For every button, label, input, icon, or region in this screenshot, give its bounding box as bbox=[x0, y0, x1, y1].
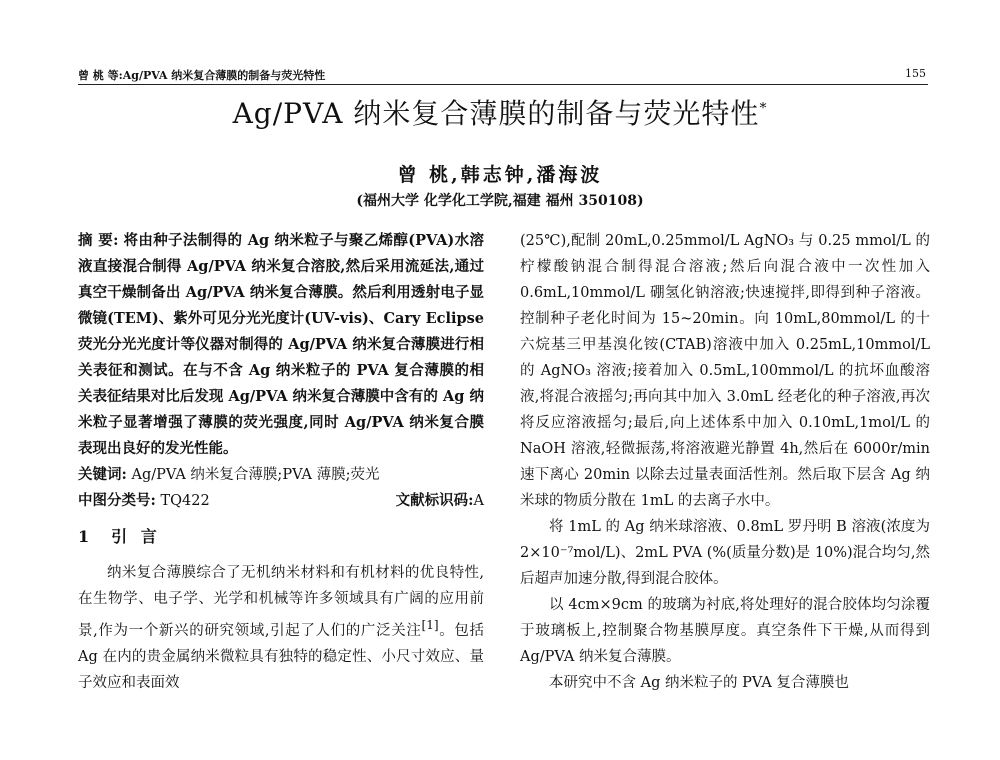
title-text: Ag/PVA 纳米复合薄膜的制备与荧光特性 bbox=[232, 97, 760, 130]
document-code bbox=[396, 488, 484, 514]
intro-text-tail: 。包括 Ag 在内的贵金属纳米微粒具有独特的稳定性、小尺寸效应、量子效应和表面效 bbox=[78, 622, 485, 691]
document-code-value: A bbox=[473, 493, 484, 509]
classification-row bbox=[78, 488, 484, 514]
document-code-label: 文献标识码: bbox=[395, 492, 474, 509]
classification-value: TQ422 bbox=[160, 493, 210, 509]
method-paragraph-3: 以 4cm×9cm 的玻璃为衬底,将处理好的混合胶体均匀涂覆于玻璃板上,控制聚合物基膜厚度。真空条件下干燥,从而得到 Ag/PVA 纳米复合薄膜。 bbox=[520, 597, 930, 665]
running-title: 曾 桃 等:Ag/PVA 纳米复合薄膜的制备与荧光特性 bbox=[78, 69, 326, 82]
method-paragraph-4: 本研究中不含 Ag 纳米粒子的 PVA 复合薄膜也 bbox=[549, 675, 849, 691]
abstract-text: 将由种子法制得的 Ag 纳米粒子与聚乙烯醇(PVA)水溶液直接混合制得 Ag/PVA 纳米复合溶胶,然后采用流延法,通过真空干燥制备出 Ag/PVA 纳米复合薄膜。然后利用透射电子显微镜(TEM)、紫外可见分光光度计(UV-vis)、Cary Eclipse 荧光分光光度计等仪器对制得的 Ag/PVA 纳米复合薄膜进行相关表征和测试。在与不含 Ag 纳米粒子的 PVA 复合薄膜的相关表征结果对比后发现 Ag/PVA 纳米复合薄膜中含有的 Ag 纳米粒子显著增强了薄膜的荧光强度,同时 Ag/PVA 纳米复合膜表现出良好的发光性能。 bbox=[78, 232, 485, 457]
running-header bbox=[78, 66, 928, 85]
intro-text: 纳米复合薄膜综合了无机纳米材料和有机材料的优良特性,在生物学、电子学、光学和机械等许多领域具有广阔的应用前景,作为一个新兴的研究领域,引起了人们的广泛关注 bbox=[78, 565, 484, 639]
section-number: 1 bbox=[78, 527, 94, 546]
affiliation: (福州大学 化学化工学院,福建 福州 350108) bbox=[356, 193, 644, 209]
abstract-label: 摘 要: bbox=[78, 232, 119, 249]
method-paragraph-2: 将 1mL 的 Ag 纳米球溶液、0.8mL 罗丹明 B 溶液(浓度为 2×10⁻⁷mol/L)、2mL PVA (%(质量分数)是 10%)混合均匀,然后超声加速分散,得到混合胶体。 bbox=[520, 519, 930, 587]
left-column bbox=[78, 228, 484, 696]
keywords-text: Ag/PVA 纳米复合薄膜;PVA 薄膜;荧光 bbox=[131, 467, 380, 483]
intro-paragraph bbox=[78, 560, 484, 696]
section-heading bbox=[78, 524, 484, 550]
keywords-label: 关键词: bbox=[78, 466, 127, 483]
section-title: 引 言 bbox=[111, 527, 161, 546]
authors: 曾 桃,韩志钟,潘海波 bbox=[397, 164, 603, 186]
abstract bbox=[78, 228, 484, 462]
citation: [1] bbox=[421, 618, 439, 632]
page-number: 155 bbox=[905, 67, 926, 80]
method-paragraph-1: (25℃),配制 20mL,0.25mmol/L AgNO₃ 与 0.25 mmol/L 的柠檬酸钠混合制得混合溶液;然后向混合液中一次性加入 0.6mL,10mmol/L 硼氢化钠溶液;快速搅拌,即得到种子溶液。控制种子老化时间为 15~20min。向 10mL,80mmol/L 的十六烷基三甲基溴化铵(CTAB)溶液中加入 0.25mL,10mmol/L 的 AgNO₃ 溶液;接着加入 0.5mL,100mmol/L 的抗坏血酸溶液,将混合液摇匀;再向其中加入 3.0mL 经老化的种子溶液,再次将反应溶液摇匀;最后,向上述体系中加入 0.10mL,1mol/L 的 NaOH 溶液,轻微振荡,将溶液避光静置 4h,然后在 6000r/min 速下离心 20min 以除去过量表面活性剂。然后取下层含 Ag 纳米球的物质分散在 1mL 的去离子水中。 bbox=[520, 233, 930, 509]
keywords bbox=[78, 462, 484, 488]
right-column bbox=[520, 228, 930, 696]
title-footnote-mark: * bbox=[759, 100, 768, 117]
classification-label: 中图分类号: bbox=[78, 492, 156, 509]
paper-title bbox=[0, 92, 1000, 132]
